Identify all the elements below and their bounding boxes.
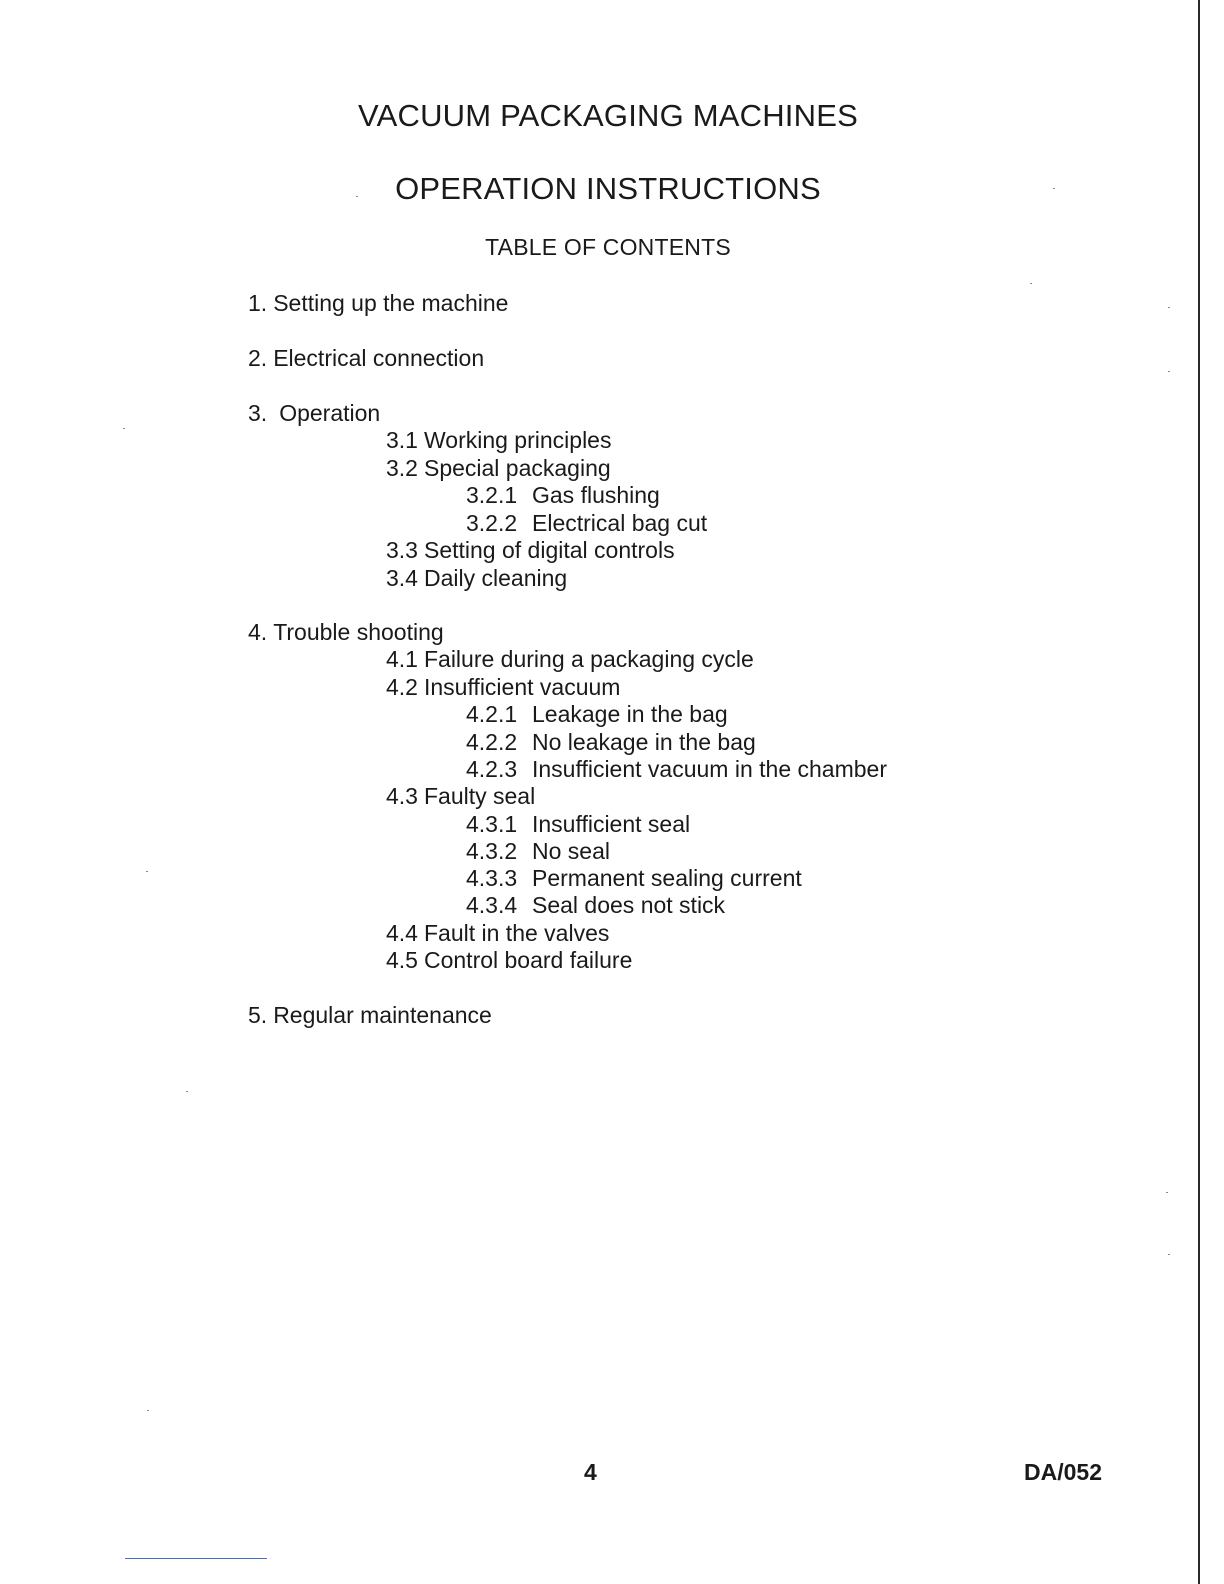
footnote-rule bbox=[125, 1558, 267, 1559]
toc-entry-label: Insufficient vacuum in the chamber bbox=[532, 756, 887, 782]
toc-entry-number: 3.1 bbox=[386, 427, 418, 453]
toc-entry-number: 4.1 bbox=[386, 646, 418, 672]
toc-entry bbox=[466, 700, 728, 728]
toc-entry bbox=[248, 289, 508, 317]
scan-speck bbox=[1168, 1254, 1170, 1255]
toc-entry-label: Setting up the machine bbox=[273, 290, 509, 316]
toc-entry-number: 3.2 bbox=[386, 455, 418, 481]
toc-entry bbox=[466, 755, 887, 783]
toc-entry-label: Insufficient seal bbox=[532, 811, 691, 837]
toc-entry bbox=[466, 481, 660, 509]
toc-entry-number: 5. bbox=[248, 1002, 268, 1028]
toc-entry-number: 4.3.2 bbox=[466, 838, 518, 864]
toc-entry-label: No leakage in the bag bbox=[532, 729, 756, 755]
toc-entry-label: Trouble shooting bbox=[273, 619, 444, 645]
toc-entry-label: Faulty seal bbox=[423, 783, 536, 809]
toc-entry-label: Insufficient vacuum bbox=[423, 674, 621, 700]
toc-entry bbox=[466, 509, 707, 537]
toc-entry bbox=[248, 344, 484, 372]
toc-entry-label: Daily cleaning bbox=[423, 565, 568, 591]
toc-entry-label: Electrical bag cut bbox=[532, 510, 708, 536]
toc-entry-number: 4.2 bbox=[386, 674, 418, 700]
toc-entry-number: 4.2.1 bbox=[466, 701, 518, 727]
toc-entry bbox=[466, 810, 690, 838]
scan-speck bbox=[147, 1410, 149, 1411]
toc-entry-number: 1. bbox=[248, 290, 268, 316]
scan-speck bbox=[123, 428, 125, 429]
scan-speck bbox=[146, 871, 148, 872]
toc-entry bbox=[386, 426, 611, 454]
toc-heading: TABLE OF CONTENTS bbox=[485, 234, 731, 260]
scan-speck bbox=[1168, 307, 1170, 308]
toc-entry bbox=[386, 919, 609, 947]
toc-entry bbox=[386, 645, 754, 673]
toc-entry-number: 4.3.3 bbox=[466, 865, 518, 891]
scan-speck bbox=[1030, 283, 1032, 284]
toc-entry bbox=[248, 1001, 492, 1029]
toc-entry bbox=[466, 728, 756, 756]
scan-speck bbox=[356, 196, 358, 197]
toc-entry bbox=[386, 454, 611, 482]
toc-entry-number: 4.3 bbox=[386, 783, 418, 809]
scan-speck bbox=[1053, 188, 1055, 189]
scan-speck bbox=[1168, 371, 1170, 372]
toc-entry-label: Gas flushing bbox=[532, 482, 660, 508]
toc-entry-label: Leakage in the bag bbox=[532, 701, 728, 727]
toc-entry-label: Control board failure bbox=[423, 947, 633, 973]
toc-entry-number: 3. bbox=[248, 400, 268, 426]
toc-entry bbox=[248, 618, 444, 646]
toc-entry-label: Permanent sealing current bbox=[532, 865, 802, 891]
scan-speck bbox=[1166, 1192, 1168, 1193]
toc-entry-number: 3.3 bbox=[386, 537, 418, 563]
toc-entry bbox=[386, 673, 620, 701]
toc-entry bbox=[386, 564, 567, 592]
toc-entry-label: Electrical connection bbox=[273, 345, 485, 371]
toc-entry bbox=[386, 946, 632, 974]
toc-entry-number: 3.2.2 bbox=[466, 510, 518, 536]
toc-entry-number: 3.4 bbox=[386, 565, 418, 591]
toc-entry-number: 4.4 bbox=[386, 920, 418, 946]
toc-entry-number: 4.5 bbox=[386, 947, 418, 973]
toc-entry-label: Operation bbox=[279, 400, 381, 426]
toc-entry bbox=[386, 782, 535, 810]
toc-entry bbox=[466, 837, 610, 865]
toc-entry-number: 3.2.1 bbox=[466, 482, 518, 508]
toc-entry-label: No seal bbox=[532, 838, 610, 864]
page-number: 4 bbox=[584, 1459, 597, 1485]
toc-entry-label: Fault in the valves bbox=[423, 920, 610, 946]
toc-entry bbox=[248, 399, 380, 427]
toc-entry bbox=[466, 864, 802, 892]
toc-entry bbox=[386, 536, 675, 564]
document-code: DA/052 bbox=[1024, 1459, 1102, 1485]
toc-entry-label: Failure during a packaging cycle bbox=[423, 646, 754, 672]
scan-speck bbox=[186, 1091, 188, 1092]
toc-entry bbox=[466, 891, 725, 919]
toc-entry-number: 2. bbox=[248, 345, 268, 371]
scan-edge-line bbox=[1198, 0, 1200, 1584]
document-title: VACUUM PACKAGING MACHINES bbox=[358, 98, 858, 133]
toc-entry-number: 4.3.1 bbox=[466, 811, 518, 837]
toc-entry-label: Regular maintenance bbox=[273, 1002, 492, 1028]
toc-entry-label: Setting of digital controls bbox=[423, 537, 675, 563]
toc-entry-label: Seal does not stick bbox=[532, 892, 726, 918]
document-subtitle: OPERATION INSTRUCTIONS bbox=[395, 171, 821, 206]
toc-entry-number: 4.3.4 bbox=[466, 892, 518, 918]
toc-entry-number: 4. bbox=[248, 619, 268, 645]
toc-entry-number: 4.2.3 bbox=[466, 756, 518, 782]
toc-entry-number: 4.2.2 bbox=[466, 729, 518, 755]
toc-entry-label: Special packaging bbox=[423, 455, 611, 481]
toc-entry-label: Working principles bbox=[423, 427, 612, 453]
